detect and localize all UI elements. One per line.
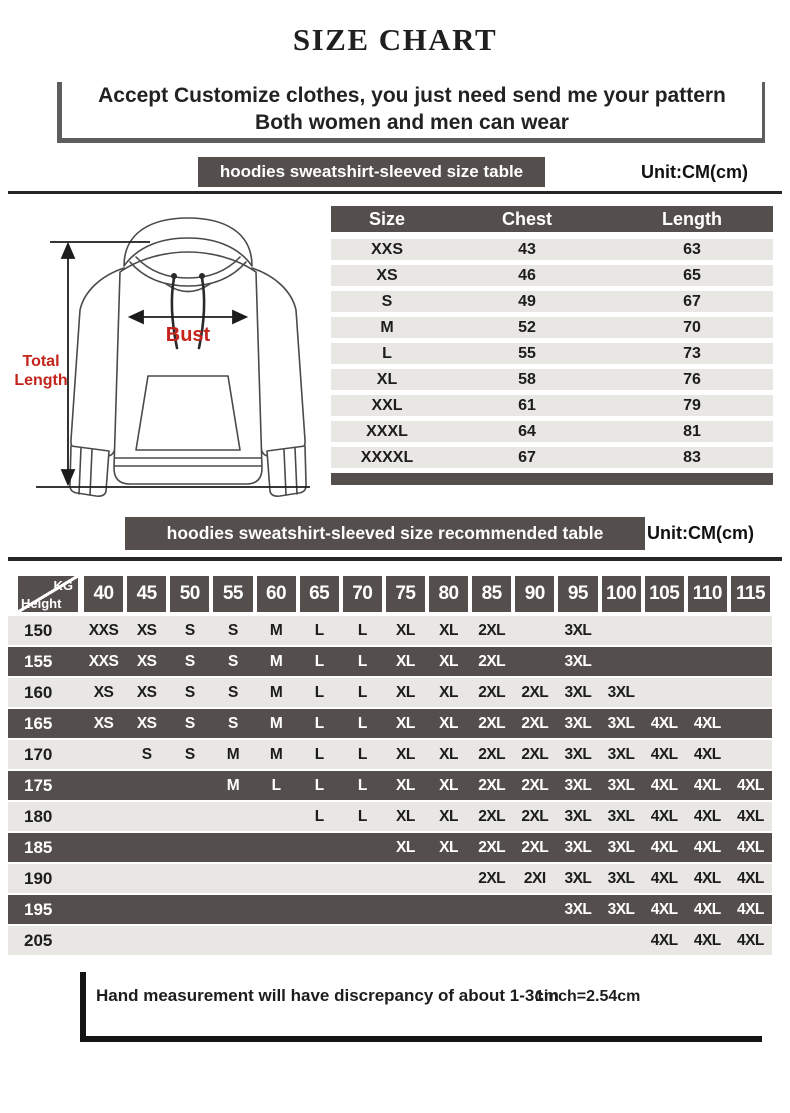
size-recommendation-cell bbox=[168, 895, 211, 924]
size-recommendation-cell bbox=[427, 895, 470, 924]
size-recommendation-cell: 3XL bbox=[564, 870, 592, 887]
size-recommendation-cell: L bbox=[357, 622, 367, 639]
size-recommendation-cell: S bbox=[141, 746, 152, 763]
size-recommendation-cell bbox=[211, 833, 254, 862]
size-recommendation-cell: L bbox=[357, 808, 367, 825]
size-recommendation-cell: M bbox=[269, 746, 283, 763]
size-table-header bbox=[331, 206, 773, 232]
size-recommendation-cell: 3XL bbox=[564, 715, 592, 732]
size-recommendation-cell: XL bbox=[439, 808, 458, 825]
size-recommendation-cell bbox=[82, 740, 125, 769]
length-column-header: Length bbox=[662, 209, 722, 229]
measurement-note: Hand measurement will have discrepancy of about 1-3cm bbox=[96, 986, 559, 1005]
size-recommendation-cell bbox=[168, 802, 211, 831]
size-recommendation-cell: 3XL bbox=[607, 808, 635, 825]
size-recommendation-cell: 4XL bbox=[693, 777, 721, 794]
size-recommendation-cell: 2XI bbox=[523, 870, 546, 887]
size-table-footer-bar bbox=[331, 473, 773, 485]
size-recommendation-cell: 3XL bbox=[607, 901, 635, 918]
size-recommendation-cell bbox=[643, 647, 686, 676]
size-table-cell-chest: 61 bbox=[518, 397, 536, 414]
size-recommendation-cell bbox=[298, 864, 341, 893]
size-recommendation-cell bbox=[384, 895, 427, 924]
size-recommendation-cell: 4XL bbox=[736, 901, 764, 918]
corner-height-label: Height bbox=[21, 596, 62, 611]
size-recommendation-cell: 4XL bbox=[736, 808, 764, 825]
size-table-row bbox=[331, 343, 773, 364]
size-recommendation-cell: 4XL bbox=[693, 839, 721, 856]
size-recommendation-cell bbox=[255, 864, 298, 893]
size-table-cell-size: XS bbox=[376, 267, 398, 284]
size-recommendation-cell bbox=[384, 864, 427, 893]
size-recommendation-cell: 2XL bbox=[478, 653, 506, 670]
inch-conversion-note: 1inch=2.54cm bbox=[535, 988, 641, 1005]
size-recommendation-cell bbox=[686, 616, 729, 645]
size-table-cell-chest: 55 bbox=[518, 345, 536, 362]
size-recommendation-cell: 2XL bbox=[521, 777, 549, 794]
size-recommendation-cell bbox=[125, 864, 168, 893]
size-recommendation-cell bbox=[168, 833, 211, 862]
size-recommendation-cell: XS bbox=[136, 715, 157, 732]
size-table-row bbox=[331, 239, 773, 260]
recommended-table-row bbox=[8, 895, 772, 924]
size-recommendation-cell: M bbox=[269, 684, 283, 701]
size-recommendation-cell bbox=[298, 895, 341, 924]
bust-label: Bust bbox=[165, 324, 211, 346]
size-recommendation-cell: M bbox=[269, 622, 283, 639]
size-recommendation-cell: 4XL bbox=[693, 808, 721, 825]
weight-header-cell: 45 bbox=[127, 576, 166, 612]
size-recommendation-cell: 3XL bbox=[564, 653, 592, 670]
size-recommendation-cell bbox=[600, 647, 643, 676]
size-recommendation-cell bbox=[729, 740, 772, 769]
size-recommendation-cell: S bbox=[228, 715, 238, 732]
size-recommendation-cell: 3XL bbox=[564, 684, 592, 701]
size-recommendation-cell: XL bbox=[396, 746, 415, 763]
size-recommendation-cell bbox=[168, 771, 211, 800]
size-recommendation-cell bbox=[427, 926, 470, 955]
size-recommendation-cell bbox=[298, 926, 341, 955]
size-recommendation-cell bbox=[686, 647, 729, 676]
size-recommendation-cell: XXS bbox=[88, 622, 119, 639]
recommended-table-caption: hoodies sweatshirt-sleeved size recommended table bbox=[125, 517, 645, 550]
size-table-row bbox=[331, 447, 773, 468]
size-recommendation-cell: L bbox=[357, 684, 367, 701]
page-title: SIZE CHART bbox=[292, 22, 498, 57]
size-recommendation-cell bbox=[643, 616, 686, 645]
size-recommendation-cell: XL bbox=[439, 684, 458, 701]
size-recommendation-cell bbox=[255, 833, 298, 862]
size-recommendation-cell bbox=[125, 771, 168, 800]
recommended-table-body bbox=[8, 616, 772, 955]
size-recommendation-cell bbox=[255, 926, 298, 955]
size-table-cell-length: 70 bbox=[683, 319, 701, 336]
size-table-cell-chest: 52 bbox=[518, 319, 536, 336]
size-recommendation-cell: 4XL bbox=[650, 746, 678, 763]
size-recommendation-cell: L bbox=[357, 653, 367, 670]
size-recommendation-cell bbox=[82, 926, 125, 955]
size-recommendation-cell: XL bbox=[396, 622, 415, 639]
weight-header-cell: 50 bbox=[170, 576, 209, 612]
size-recommendation-cell bbox=[298, 833, 341, 862]
size-recommendation-cell bbox=[686, 678, 729, 707]
height-cell: 195 bbox=[24, 900, 53, 919]
size-recommendation-cell bbox=[168, 864, 211, 893]
size-recommendation-cell: S bbox=[184, 746, 195, 763]
size-recommendation-cell: S bbox=[228, 622, 238, 639]
size-recommendation-cell: L bbox=[314, 777, 324, 794]
weight-header-cell: 85 bbox=[472, 576, 511, 612]
size-recommendation-cell: S bbox=[228, 684, 238, 701]
size-recommendation-cell: XL bbox=[439, 715, 458, 732]
size-recommendation-cell: 2XL bbox=[521, 715, 549, 732]
size-recommendation-cell: 3XL bbox=[564, 901, 592, 918]
size-recommendation-cell: L bbox=[357, 746, 367, 763]
size-recommendation-cell bbox=[255, 802, 298, 831]
size-recommendation-cell bbox=[643, 678, 686, 707]
size-recommendation-cell: 4XL bbox=[693, 870, 721, 887]
size-recommendation-cell: S bbox=[184, 622, 195, 639]
size-recommendation-cell: 3XL bbox=[607, 715, 635, 732]
size-recommendation-cell: XL bbox=[396, 808, 415, 825]
size-recommendation-cell bbox=[600, 926, 643, 955]
size-table-cell-chest: 43 bbox=[518, 241, 536, 258]
size-recommendation-cell: 3XL bbox=[607, 870, 635, 887]
height-cell: 155 bbox=[24, 652, 53, 671]
size-recommendation-cell: 4XL bbox=[650, 839, 678, 856]
size-recommendation-cell: 2XL bbox=[478, 808, 506, 825]
size-recommendation-cell bbox=[82, 833, 125, 862]
size-recommendation-cell: XL bbox=[439, 777, 458, 794]
size-recommendation-cell: 2XL bbox=[478, 746, 506, 763]
size-recommendation-cell bbox=[82, 771, 125, 800]
size-recommendation-cell bbox=[125, 802, 168, 831]
size-recommendation-cell bbox=[211, 926, 254, 955]
size-table-cell-size: XXS bbox=[370, 241, 403, 258]
recommended-table-header bbox=[8, 576, 772, 612]
size-table-cell-size: XL bbox=[376, 371, 398, 388]
size-recommendation-cell: S bbox=[184, 684, 195, 701]
size-recommendation-cell: 4XL bbox=[693, 715, 721, 732]
size-table-cell-length: 81 bbox=[683, 423, 701, 440]
size-table-cell-length: 83 bbox=[683, 449, 701, 466]
size-recommendation-cell: M bbox=[226, 746, 240, 763]
size-recommendation-cell bbox=[341, 864, 384, 893]
size-recommendation-cell bbox=[211, 864, 254, 893]
size-recommendation-cell: 4XL bbox=[693, 901, 721, 918]
size-table-cell-size: XXXXL bbox=[360, 449, 414, 466]
height-cell: 160 bbox=[24, 683, 53, 702]
size-recommendation-cell bbox=[211, 895, 254, 924]
size-recommendation-cell bbox=[427, 864, 470, 893]
size-table-cell-chest: 46 bbox=[518, 267, 536, 284]
size-recommendation-cell: 2XL bbox=[521, 684, 549, 701]
size-recommendation-cell: L bbox=[314, 808, 324, 825]
size-column-header: Size bbox=[368, 209, 406, 229]
size-table-row bbox=[331, 369, 773, 390]
notice-line-1: Accept Customize clothes, you just need send me your pattern bbox=[98, 84, 726, 107]
weight-header-cell: 115 bbox=[731, 576, 770, 612]
size-table-row bbox=[331, 291, 773, 312]
size-recommendation-cell: 2XL bbox=[478, 777, 506, 794]
weight-header-cell: 60 bbox=[257, 576, 296, 612]
size-table-cell-chest: 67 bbox=[518, 449, 536, 466]
size-recommendation-cell bbox=[82, 802, 125, 831]
size-recommendation-cell bbox=[513, 616, 556, 645]
size-recommendation-cell: L bbox=[357, 715, 367, 732]
size-recommendation-cell bbox=[125, 833, 168, 862]
size-recommendation-cell: L bbox=[271, 777, 281, 794]
size-recommendation-cell bbox=[513, 895, 556, 924]
height-cell: 190 bbox=[24, 869, 53, 888]
size-recommendation-cell: XXS bbox=[88, 653, 119, 670]
size-recommendation-cell: 3XL bbox=[564, 622, 592, 639]
size-table-cell-length: 79 bbox=[683, 397, 701, 414]
size-recommendation-cell: 3XL bbox=[564, 746, 592, 763]
size-recommendation-cell: 4XL bbox=[736, 870, 764, 887]
size-recommendation-cell: 3XL bbox=[607, 746, 635, 763]
size-recommendation-cell: XL bbox=[396, 715, 415, 732]
size-recommendation-cell: XL bbox=[439, 839, 458, 856]
weight-header-cell: 110 bbox=[688, 576, 727, 612]
size-recommendation-cell: 2XL bbox=[521, 808, 549, 825]
size-table-cell-size: S bbox=[381, 293, 393, 310]
size-recommendation-cell: 4XL bbox=[650, 715, 678, 732]
size-table-cell-size: L bbox=[382, 345, 392, 362]
size-recommendation-cell: 4XL bbox=[650, 932, 678, 949]
size-recommendation-cell bbox=[211, 802, 254, 831]
recommended-table-row bbox=[8, 740, 772, 769]
hoodie-measurement-diagram bbox=[8, 200, 328, 512]
recommended-table-row bbox=[8, 647, 772, 676]
weight-header-cell: 40 bbox=[84, 576, 123, 612]
size-recommendation-cell: 2XL bbox=[478, 622, 506, 639]
size-table-cell-size: M bbox=[380, 319, 394, 336]
weight-header-cell: 95 bbox=[558, 576, 597, 612]
size-table-cell-length: 63 bbox=[683, 241, 701, 258]
size-recommendation-cell: 2XL bbox=[521, 746, 549, 763]
recommended-table-row bbox=[8, 864, 772, 893]
size-recommendation-cell bbox=[729, 678, 772, 707]
size-recommendation-cell bbox=[729, 709, 772, 738]
size-recommendation-cell: 4XL bbox=[693, 932, 721, 949]
size-recommendation-cell: XS bbox=[136, 653, 157, 670]
recommended-size-table bbox=[8, 576, 772, 957]
weight-header-cell: 55 bbox=[213, 576, 252, 612]
size-recommendation-cell bbox=[82, 895, 125, 924]
size-table-cell-chest: 58 bbox=[518, 371, 536, 388]
divider-line bbox=[8, 191, 782, 194]
size-table-caption: hoodies sweatshirt-sleeved size table bbox=[198, 157, 545, 187]
recommended-table-row bbox=[8, 616, 772, 645]
size-recommendation-cell bbox=[341, 895, 384, 924]
size-table-cell-size: XXXL bbox=[366, 423, 408, 440]
divider-line bbox=[8, 557, 782, 561]
note-bottom-line bbox=[80, 1036, 762, 1042]
size-table-cell-chest: 49 bbox=[518, 293, 536, 310]
size-table-cell-length: 65 bbox=[683, 267, 701, 284]
size-recommendation-cell bbox=[255, 895, 298, 924]
size-recommendation-cell: M bbox=[269, 715, 283, 732]
weight-header-cell: 105 bbox=[645, 576, 684, 612]
size-recommendation-cell bbox=[600, 616, 643, 645]
weight-header-cell: 65 bbox=[300, 576, 339, 612]
height-cell: 205 bbox=[24, 931, 53, 950]
size-recommendation-cell: XS bbox=[136, 622, 157, 639]
size-recommendation-cell: XL bbox=[396, 684, 415, 701]
recommended-table-row bbox=[8, 709, 772, 738]
recommended-table-row bbox=[8, 926, 772, 955]
size-recommendation-cell: 2XL bbox=[478, 839, 506, 856]
size-table-row bbox=[331, 421, 773, 442]
height-cell: 175 bbox=[24, 776, 53, 795]
size-recommendation-cell: 2XL bbox=[478, 684, 506, 701]
size-recommendation-cell: XL bbox=[396, 653, 415, 670]
size-table-cell-size: XXL bbox=[371, 397, 403, 414]
size-recommendation-cell: 4XL bbox=[650, 870, 678, 887]
total-length-label: Total Length bbox=[14, 353, 68, 389]
size-recommendation-cell: 4XL bbox=[650, 901, 678, 918]
weight-header-cell: 80 bbox=[429, 576, 468, 612]
size-recommendation-cell: S bbox=[184, 653, 195, 670]
size-recommendation-cell: S bbox=[228, 653, 238, 670]
size-recommendation-cell: L bbox=[357, 777, 367, 794]
size-table-cell-length: 76 bbox=[683, 371, 701, 388]
size-recommendation-cell: 2XL bbox=[478, 715, 506, 732]
size-recommendation-cell: 4XL bbox=[693, 746, 721, 763]
size-table-cell-length: 67 bbox=[683, 293, 701, 310]
unit-label: Unit:CM(cm) bbox=[647, 523, 754, 543]
size-recommendation-cell: M bbox=[226, 777, 240, 794]
weight-header-cell: 75 bbox=[386, 576, 425, 612]
size-recommendation-cell: L bbox=[314, 715, 324, 732]
size-recommendation-cell bbox=[125, 926, 168, 955]
size-recommendation-cell: 4XL bbox=[736, 777, 764, 794]
size-recommendation-cell bbox=[82, 864, 125, 893]
size-recommendation-cell bbox=[341, 926, 384, 955]
recommended-table-row bbox=[8, 833, 772, 862]
size-recommendation-cell bbox=[556, 926, 599, 955]
size-recommendation-cell bbox=[341, 833, 384, 862]
size-recommendation-cell bbox=[168, 926, 211, 955]
size-recommendation-cell bbox=[470, 895, 513, 924]
size-recommendation-cell: 3XL bbox=[564, 839, 592, 856]
size-recommendation-cell: 3XL bbox=[607, 684, 635, 701]
size-table-cell-length: 73 bbox=[683, 345, 701, 362]
size-recommendation-cell: XL bbox=[439, 746, 458, 763]
weight-header-cell: 90 bbox=[515, 576, 554, 612]
height-cell: 170 bbox=[24, 745, 53, 764]
size-recommendation-cell: XS bbox=[136, 684, 157, 701]
size-recommendation-cell: 2XL bbox=[521, 839, 549, 856]
size-recommendation-cell: XS bbox=[93, 715, 114, 732]
size-recommendation-cell bbox=[384, 926, 427, 955]
size-recommendation-cell: L bbox=[314, 622, 324, 639]
size-table-body bbox=[331, 239, 773, 468]
height-cell: 150 bbox=[24, 621, 53, 640]
height-cell: 185 bbox=[24, 838, 53, 857]
notice-box bbox=[57, 82, 765, 143]
size-recommendation-cell: S bbox=[184, 715, 195, 732]
weight-header-cell: 70 bbox=[343, 576, 382, 612]
size-recommendation-cell: L bbox=[314, 653, 324, 670]
weight-header-cell: 100 bbox=[602, 576, 641, 612]
size-table-row bbox=[331, 317, 773, 338]
size-recommendation-cell: 4XL bbox=[736, 932, 764, 949]
recommended-table-row bbox=[8, 771, 772, 800]
recommended-table-row bbox=[8, 678, 772, 707]
size-recommendation-cell: 3XL bbox=[564, 777, 592, 794]
size-recommendation-cell: M bbox=[269, 653, 283, 670]
size-recommendation-cell: XL bbox=[439, 653, 458, 670]
size-recommendation-cell bbox=[125, 895, 168, 924]
chest-column-header: Chest bbox=[501, 209, 552, 229]
size-recommendation-cell bbox=[513, 926, 556, 955]
size-recommendation-cell bbox=[470, 926, 513, 955]
note-left-bar bbox=[80, 972, 86, 1040]
size-recommendation-cell: 4XL bbox=[650, 808, 678, 825]
size-recommendation-cell: 3XL bbox=[607, 777, 635, 794]
size-table-row bbox=[331, 395, 773, 416]
corner-cell bbox=[18, 576, 78, 612]
size-recommendation-cell: XL bbox=[439, 622, 458, 639]
size-recommendation-cell bbox=[729, 647, 772, 676]
recommended-table-row bbox=[8, 802, 772, 831]
size-table bbox=[331, 206, 773, 485]
size-table-cell-chest: 64 bbox=[518, 423, 536, 440]
size-recommendation-cell bbox=[729, 616, 772, 645]
size-recommendation-cell: 4XL bbox=[736, 839, 764, 856]
height-cell: 180 bbox=[24, 807, 53, 826]
corner-kg-label: KG bbox=[53, 578, 73, 593]
size-table-row bbox=[331, 265, 773, 286]
notice-line-2: Both women and men can wear bbox=[255, 111, 569, 134]
size-recommendation-cell: 3XL bbox=[564, 808, 592, 825]
size-recommendation-cell: L bbox=[314, 684, 324, 701]
size-recommendation-cell: 3XL bbox=[607, 839, 635, 856]
size-recommendation-cell: XL bbox=[396, 839, 415, 856]
size-recommendation-cell: 4XL bbox=[650, 777, 678, 794]
size-recommendation-cell: XS bbox=[93, 684, 114, 701]
size-recommendation-cell: 2XL bbox=[478, 870, 506, 887]
size-recommendation-cell: L bbox=[314, 746, 324, 763]
size-recommendation-cell bbox=[513, 647, 556, 676]
height-cell: 165 bbox=[24, 714, 53, 733]
size-recommendation-cell: XL bbox=[396, 777, 415, 794]
unit-label: Unit:CM(cm) bbox=[641, 162, 748, 182]
